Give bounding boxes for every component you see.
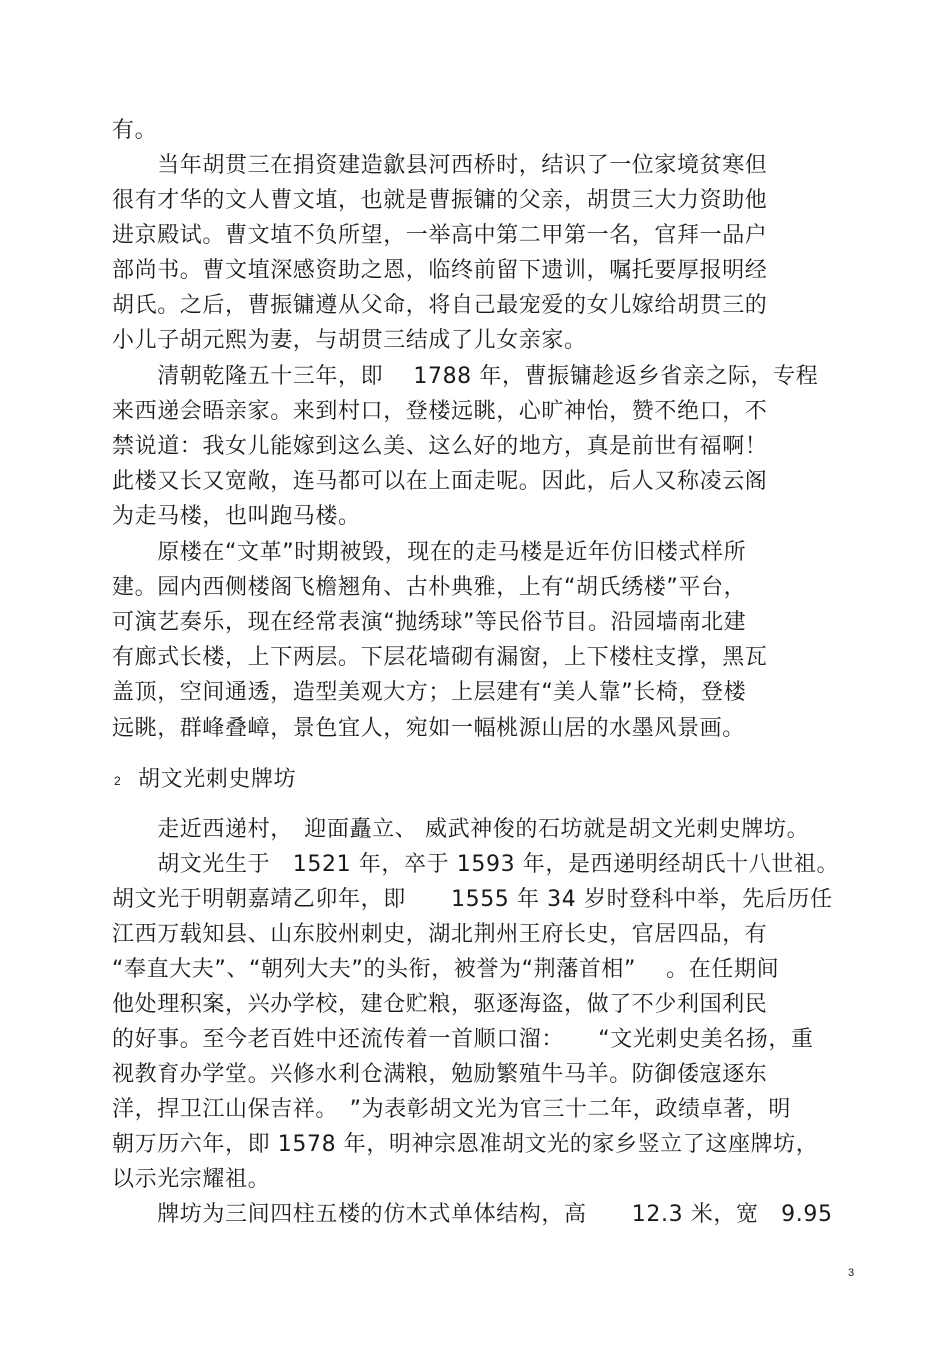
- text-line: 此楼又长又宽敞，连马都可以在上面走呢。因此，后人又称凌云阁: [112, 469, 768, 494]
- text-line: 有廊式长楼，上下两层。下层花墙砌有漏窗，上下楼柱支撑，黑瓦: [112, 645, 768, 670]
- text-line: 很有才华的文人曹文埴，也就是曹振镛的父亲，胡贯三大力资助他: [112, 188, 768, 213]
- text-line: 的好事。至今老百姓中还流传着一首顺口溜： “文光刺史美名扬，重: [112, 1027, 814, 1052]
- text-line: 以示光宗耀祖。: [112, 1167, 271, 1192]
- section-title: 胡文光刺史牌坊: [138, 767, 297, 792]
- text-line: 部尚书。曹文埴深感资助之恩，临终前留下遗训，嘱托要厚报明经: [112, 258, 768, 283]
- text-line: 为走马楼，也叫跑马楼。: [112, 504, 361, 529]
- text-line: 视教育办学堂。兴修水利仓满粮，勉励繁殖牛马羊。防御倭寇逐东: [112, 1062, 768, 1087]
- text-line: 来西递会晤亲家。来到村口，登楼远眺，心旷神怡，赞不绝口，不: [112, 399, 768, 424]
- text-line: 江西万载知县、山东胶州刺史，湖北荆州王府长史，官居四品，有: [112, 922, 768, 947]
- text-line: 当年胡贯三在捐资建造歙县河西桥时，结识了一位家境贫寒但: [112, 153, 768, 178]
- text-line: 可演艺奏乐，现在经常表演“抛绣球”等民俗节目。沿园墙南北建: [112, 610, 747, 635]
- text-line: 有。: [112, 118, 158, 143]
- text-line: 胡文光于明朝嘉靖乙卯年，即 1555 年 34 岁时登科中举，先后历任: [112, 887, 833, 912]
- text-line: 牌坊为三间四柱五楼的仿木式单体结构，高 12.3 米，宽 9.95: [112, 1202, 833, 1227]
- text-line: 胡氏。之后，曹振镛遵从父命，将自己最宠爱的女儿嫁给胡贯三的: [112, 293, 768, 318]
- text-line: 朝万历六年，即 1578 年，明神宗恩准胡文光的家乡竖立了这座牌坊，: [112, 1132, 819, 1157]
- text-line: 小儿子胡元熙为妻，与胡贯三结成了儿女亲家。: [112, 328, 587, 353]
- text-line: 胡文光生于 1521 年，卒于 1593 年，是西递明经胡氏十八世祖。: [112, 852, 840, 877]
- text-line: 清朝乾隆五十三年，即 1788 年，曹振镛趁返乡省亲之际，专程: [112, 364, 819, 389]
- text-line: 禁说道：我女儿能嫁到这么美、这么好的地方，真是前世有福啊！: [112, 434, 768, 459]
- text-line: 原楼在“文革”时期被毁，现在的走马楼是近年仿旧楼式样所: [112, 540, 747, 565]
- section-number: 2: [114, 774, 121, 788]
- text-line: 他处理积案，兴办学校，建仓贮粮，驱逐海盗，做了不少利国利民: [112, 992, 768, 1017]
- text-line: 洋，捍卫江山保吉祥。 ”为表彰胡文光为官三十二年，政绩卓著，明: [112, 1097, 791, 1122]
- text-line: 远眺，群峰叠嶂，景色宜人，宛如一幅桃源山居的水墨风景画。: [112, 716, 745, 741]
- text-line: 建。园内西侧楼阁飞檐翘角、古朴典雅，上有“胡氏绣楼”平台，: [112, 575, 747, 600]
- text-line: 盖顶，空间通透，造型美观大方；上层建有“美人靠”长椅，登楼: [112, 680, 747, 705]
- text-line: 走近西递村， 迎面矗立、 威武神俊的石坊就是胡文光刺史牌坊。: [112, 817, 810, 842]
- text-line: 进京殿试。曹文埴不负所望，一举高中第二甲第一名，官拜一品户: [112, 223, 768, 248]
- text-line: “奉直大夫”、“朝列大夫”的头衔，被誉为“荆藩首相” 。在任期间: [112, 957, 780, 982]
- page-number: 3: [848, 1267, 855, 1279]
